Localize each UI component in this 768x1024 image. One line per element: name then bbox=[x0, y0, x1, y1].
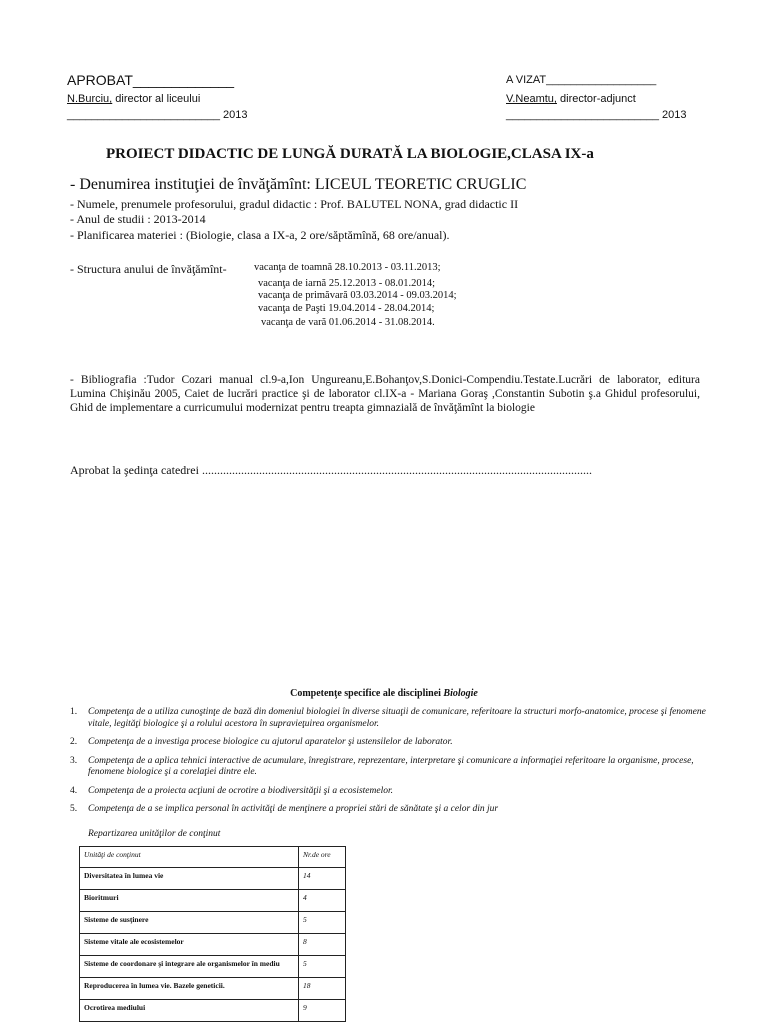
unit-name: Sisteme de coordonare şi integrare ale organismelor în mediu bbox=[80, 956, 299, 978]
unit-name: Reproducerea în lumea vie. Bazele geneticii. bbox=[80, 978, 299, 1000]
visa-signer-role: director-adjunct bbox=[556, 93, 636, 105]
competence-text: Competenţa de a aplica tehnici interactive de acumulare, înregistrare, reprezentare, interpretare şi comunicare a informaţiei referitoare la organisme, procese, fenomene biologice şi a corelaţiei dintre ele. bbox=[88, 755, 694, 777]
unit-hours: 9 bbox=[299, 1000, 346, 1022]
visa-date bbox=[506, 109, 686, 121]
table-row bbox=[80, 868, 346, 890]
vacation-autumn: vacanţa de toamnă 28.10.2013 - 03.11.2013; bbox=[254, 262, 441, 273]
approval-year: 2013 bbox=[219, 109, 248, 121]
competence-number: 1. bbox=[70, 707, 78, 717]
competence-text: Competenţa de a utiliza cunoştinţe de bază din domeniul biologiei în diverse situaţii de comunicare, referitoare la structuri morfo-anatomice, procese şi fenomene vitale, legităţi biologice şi a rolului acestora în supravieţuirea organismelor. bbox=[88, 707, 706, 729]
planning-line: - Planificarea materiei : (Biologie, clasa a IX-a, 2 ore/săptămînă, 68 ore/anual). bbox=[70, 228, 450, 242]
unit-hours: 5 bbox=[299, 956, 346, 978]
approval-label: APROBAT_____________ bbox=[67, 72, 235, 88]
institution-line: - Denumirea instituţiei de învăţămînt: LICEUL TEORETIC CRUGLIC bbox=[70, 176, 527, 193]
vacation-winter: vacanţa de iarnă 25.12.2013 - 08.01.2014; bbox=[258, 278, 435, 289]
unit-name: Ocrotirea mediului bbox=[80, 1000, 299, 1022]
table-row bbox=[80, 956, 346, 978]
competences-title-text: Competenţe specifice ale disciplinei bbox=[290, 688, 444, 699]
table-row bbox=[80, 978, 346, 1000]
unit-name: Sisteme de susţinere bbox=[80, 912, 299, 934]
department-approval-line: Aprobat la şedinţa catedrei .................................................................................................................................. bbox=[70, 463, 592, 477]
table-row bbox=[80, 1000, 346, 1022]
visa-year: 2013 bbox=[658, 109, 687, 121]
competence-text: Competenţa de a se implica personal în activităţi de menţinere a propriei stări de sănătate şi a celor din jur bbox=[88, 804, 499, 814]
vacation-easter: vacanţa de Paşti 19.04.2014 - 28.04.2014; bbox=[258, 303, 435, 314]
competence-item bbox=[70, 707, 710, 730]
approval-date bbox=[67, 109, 247, 121]
visa-label: A VIZAT__________________ bbox=[506, 74, 657, 86]
teacher-line: - Numele, prenumele profesorului, gradul didactic : Prof. BALUTEL NONA, grad didactic II bbox=[70, 197, 519, 211]
competence-text: Competenţa de a investiga procese biologice cu ajutorul aparatelor şi ustensilelor de laborator. bbox=[88, 737, 453, 747]
competence-number: 4. bbox=[70, 785, 78, 796]
competence-number: 2. bbox=[70, 737, 78, 747]
header-units: Unităţi de conţinut bbox=[80, 847, 299, 868]
competence-text: Competenţa de a proiecta acţiuni de ocrotire a biodiversităţii şi a ecosistemelor. bbox=[88, 785, 394, 796]
document-title: PROIECT DIDACTIC DE LUNGĂ DURATĂ LA BIOLOGIE,CLASA IX-a bbox=[106, 146, 594, 162]
vacation-spring: vacanţa de primăvară 03.03.2014 - 09.03.2014; bbox=[258, 290, 457, 301]
competences-title bbox=[0, 688, 768, 699]
header-hours: Nr.de ore bbox=[299, 847, 346, 868]
approval-signer-role: director al liceului bbox=[112, 93, 201, 105]
visa-date-line: _________________________ bbox=[506, 109, 659, 121]
unit-hours: 18 bbox=[299, 978, 346, 1000]
study-year-line: - Anul de studii : 2013-2014 bbox=[70, 212, 206, 226]
bibliography: - Bibliografia :Tudor Cozari manual cl.9-a,Ion Ungureanu,E.Bohanţov,S.Donici-Compendiu.Testate.Lucrări de laborator, editura Lumina Chişinău 2005, Caiet de lucrări practice şi de laborator cl.IX-a - Mariana Goraş ,Constantin Subotin ş.a Ghidul profesorului, Ghid de implementare a curricumului modernizat pentru treapta gimnazială de învăţămînt la biologie bbox=[70, 374, 700, 414]
competence-number: 5. bbox=[70, 804, 78, 814]
vacation-summer: vacanţa de vară 01.06.2014 - 31.08.2014. bbox=[261, 317, 435, 328]
unit-hours: 14 bbox=[299, 868, 346, 890]
unit-name: Bioritmuri bbox=[80, 890, 299, 912]
unit-name: Sisteme vitale ale ecosistemelor bbox=[80, 934, 299, 956]
unit-hours: 4 bbox=[299, 890, 346, 912]
table-row bbox=[80, 890, 346, 912]
visa-signer bbox=[506, 93, 636, 105]
unit-hours: 5 bbox=[299, 912, 346, 934]
competence-item bbox=[70, 786, 710, 798]
unit-name: Diversitatea în lumea vie bbox=[80, 868, 299, 890]
distribution-title: Repartizarea unităţilor de conţinut bbox=[88, 829, 221, 839]
unit-hours: 8 bbox=[299, 934, 346, 956]
table-row bbox=[80, 934, 346, 956]
table-header-row bbox=[80, 847, 346, 868]
competence-item bbox=[70, 804, 710, 816]
competence-item bbox=[70, 737, 710, 749]
approval-signer bbox=[67, 93, 200, 105]
competences-list bbox=[70, 707, 710, 823]
competence-item bbox=[70, 756, 710, 779]
visa-signer-name: V.Neamtu, bbox=[506, 93, 557, 105]
competences-title-subject: Biologie bbox=[443, 688, 478, 699]
school-year-structure-label: - Structura anului de învăţămînt- bbox=[70, 262, 227, 276]
approval-date-line: _________________________ bbox=[67, 109, 220, 121]
content-units-table bbox=[79, 846, 346, 1022]
approval-signer-name: N.Burciu, bbox=[67, 93, 113, 105]
competence-number: 3. bbox=[70, 755, 78, 766]
table-row bbox=[80, 912, 346, 934]
